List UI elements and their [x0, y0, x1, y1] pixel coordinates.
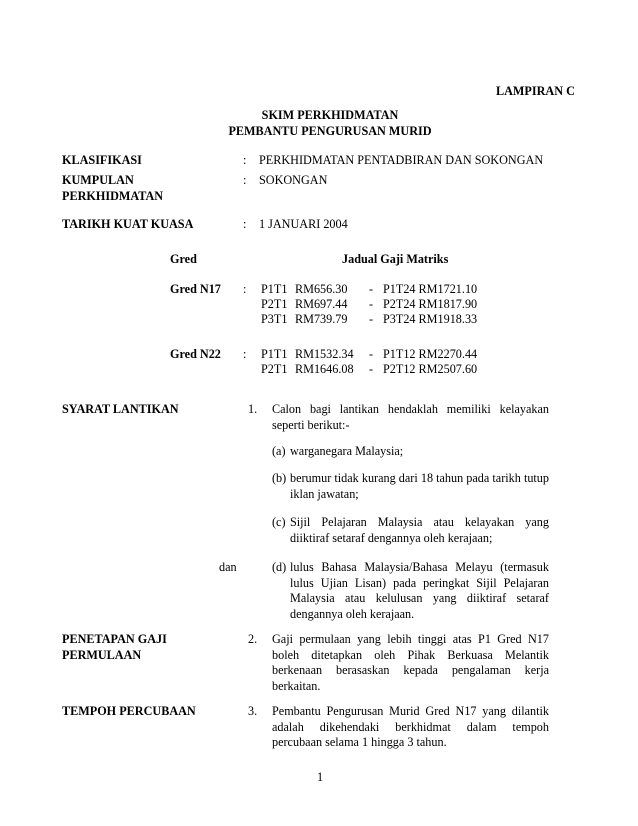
gred-n22-label: Gred N22 — [170, 347, 221, 361]
tarikh-colon: : — [243, 217, 247, 231]
penetapan-number: 2. — [248, 632, 258, 646]
syarat-lantikan-label: SYARAT LANTIKAN — [62, 402, 179, 416]
lampiran-label: LAMPIRAN C — [496, 84, 575, 98]
title-line-1: SKIM PERKHIDMATAN — [261, 108, 399, 122]
title-line-2: PEMBANTU PENGURUSAN MURID — [228, 124, 432, 138]
salary-amount: RM1646.08 — [295, 362, 354, 376]
salary-amount: RM1532.34 — [295, 347, 354, 361]
tempoh-percubaan-label: TEMPOH PERCUBAAN — [62, 704, 196, 718]
tempoh-text: Pembantu Pengurusan Murid Gred N17 yang dilantik adalah dikehendaki berkhidmat dalam tempoh percubaan selama 1 hingga 3 tahun. — [272, 704, 549, 749]
page-number: 1 — [316, 770, 324, 784]
salary-code: P2T1 — [261, 297, 288, 311]
salary-range: P1T12 RM2270.44 — [383, 347, 478, 361]
gred-n17-colon: : — [243, 282, 247, 296]
salary-range: P2T24 RM1817.90 — [383, 297, 478, 311]
salary-range: P3T24 RM1918.33 — [383, 312, 478, 326]
salary-code: P1T1 — [261, 347, 288, 361]
tarikh-value: 1 JANUARI 2004 — [259, 217, 348, 231]
salary-dash: - — [369, 297, 374, 311]
gred-header: Gred — [170, 252, 197, 266]
salary-amount: RM739.79 — [295, 312, 348, 326]
dan-conjunction: dan — [219, 560, 237, 574]
syarat-item-a-label: (a) — [272, 444, 286, 458]
syarat-item-a-text: warganegara Malaysia; — [290, 444, 404, 458]
kumpulan-value: SOKONGAN — [259, 173, 328, 187]
penetapan-gaji-label-line-2: PERMULAAN — [62, 648, 142, 662]
klasifikasi-label: KLASIFIKASI — [62, 153, 142, 167]
syarat-intro: Calon bagi lantikan hendaklah memiliki kelayakan seperti berikut:- — [272, 402, 549, 432]
gred-n17-label: Gred N17 — [170, 282, 221, 296]
salary-amount: RM656.30 — [295, 282, 348, 296]
salary-dash: - — [369, 347, 374, 361]
salary-dash: - — [369, 312, 374, 326]
gred-n22-colon: : — [243, 347, 247, 361]
syarat-number: 1. — [248, 402, 258, 416]
klasifikasi-value: PERKHIDMATAN PENTADBIRAN DAN SOKONGAN — [259, 153, 544, 167]
syarat-item-c-label: (c) — [272, 515, 286, 529]
kumpulan-label-line-2: PERKHIDMATAN — [62, 189, 164, 203]
salary-range: P1T24 RM1721.10 — [383, 282, 478, 296]
salary-code: P1T1 — [261, 282, 288, 296]
syarat-item-b-text: berumur tidak kurang dari 18 tahun pada tarikh tutup iklan jawatan; — [290, 471, 549, 501]
salary-dash: - — [369, 282, 374, 296]
salary-dash: - — [369, 362, 374, 376]
salary-range: P2T12 RM2507.60 — [383, 362, 478, 376]
jadual-gaji-header: Jadual Gaji Matriks — [342, 252, 449, 266]
klasifikasi-colon: : — [243, 153, 247, 167]
salary-code: P2T1 — [261, 362, 288, 376]
syarat-item-c-text: Sijil Pelajaran Malaysia atau kelayakan yang diiktiraf setaraf dengannya oleh kerajaan; — [290, 515, 549, 545]
penetapan-gaji-label-line-1: PENETAPAN GAJI — [62, 632, 167, 646]
kumpulan-colon: : — [243, 173, 247, 187]
tempoh-number: 3. — [248, 704, 258, 718]
syarat-item-d-text: lulus Bahasa Malaysia/Bahasa Melayu (termasuk lulus Ujian Lisan) pada peringkat Sijil Pelajaran Malaysia atau kelulusan yang diiktiraf setaraf dengannya oleh kerajaan. — [290, 560, 549, 621]
syarat-item-b-label: (b) — [272, 471, 287, 485]
penetapan-text: Gaji permulaan yang lebih tinggi atas P1 Gred N17 boleh ditetapkan oleh Pihak Berkuasa Melantik berkenaan berasaskan kepada pengalaman kerja berkaitan. — [272, 632, 549, 693]
kumpulan-label-line-1: KUMPULAN — [62, 173, 134, 187]
tarikh-label: TARIKH KUAT KUASA — [62, 217, 194, 231]
salary-code: P3T1 — [261, 312, 288, 326]
salary-amount: RM697.44 — [295, 297, 348, 311]
syarat-item-d-label: (d) — [272, 560, 287, 574]
